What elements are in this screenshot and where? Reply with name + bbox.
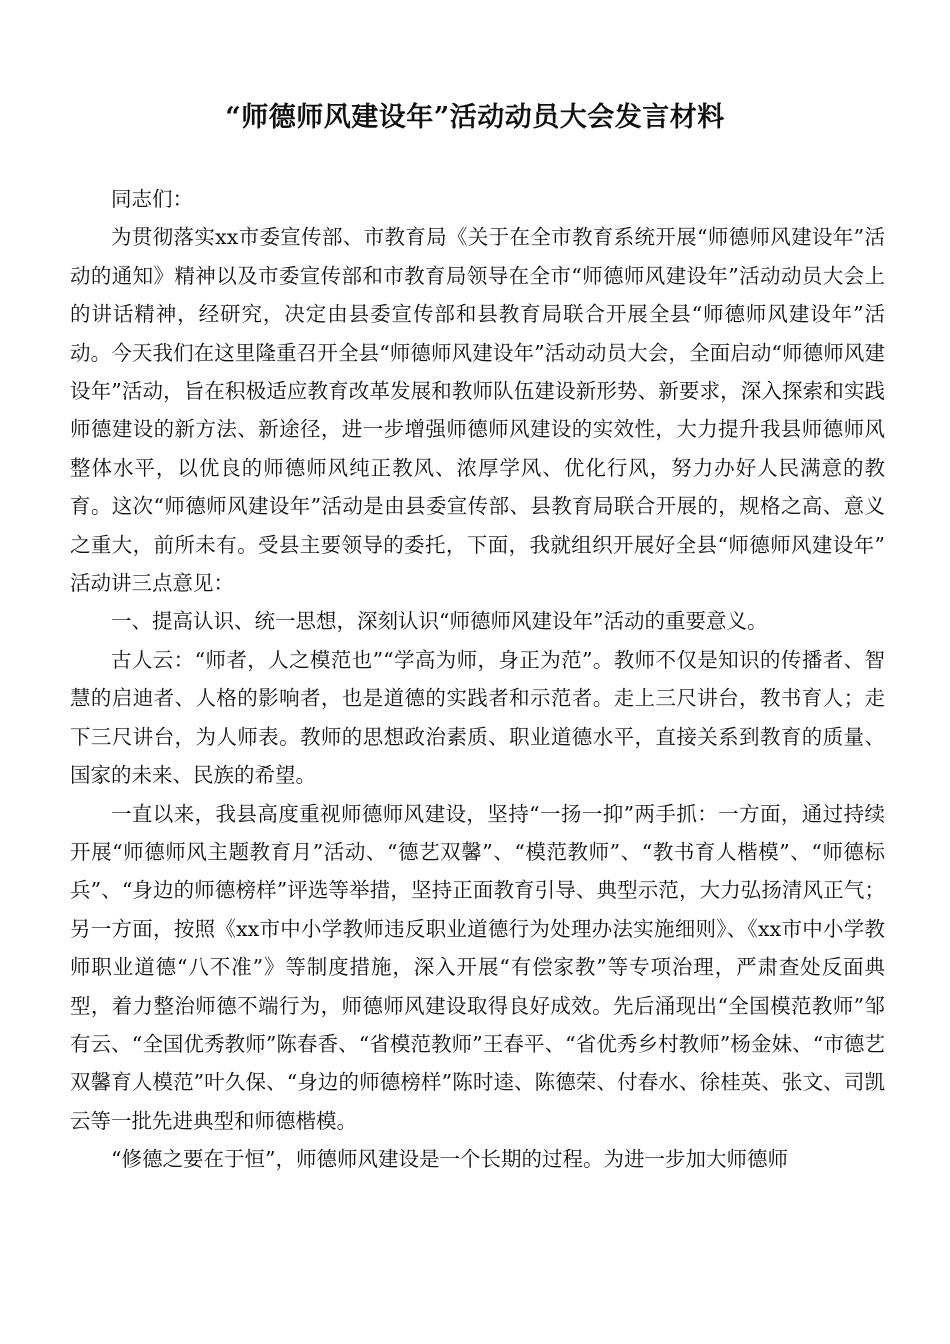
- document-body: [70, 180, 885, 1179]
- document-title: “师德师风建设年”活动动员大会发言材料: [225, 102, 725, 133]
- paragraph-quote: 古人云：“师者，人之模范也”“学高为师，身正为范”。教师不仅是知识的传播者、智慧的启迪者、人格的影响者，也是道德的实践者和示范者。走上三尺讲台，教书育人；走下三尺讲台，为人师表。教师的思想政治素质、职业道德水平，直接关系到教育的质量、国家的未来、民族的希望。: [70, 647, 885, 788]
- paragraph-achievements: 一直以来，我县高度重视师德师风建设，坚持“一扬一抑”两手抓：一方面，通过持续开展“师德师风主题教育月”活动、“德艺双馨”、“模范教师”、“教书育人楷模”、“师德标兵”、“身边的师德榜样”评选等举措，坚持正面教育引导、典型示范，大力弘扬清风正气；另一方面，按照《xx市中小学教师违反职业道德行为处理办法实施细则》、《xx市中小学教师职业道德“八不准”》等制度措施，深入开展“有偿家教”等专项治理，严肃查处反面典型，着力整治师德不端行为，师德师风建设取得良好成效。先后涌现出“全国模范教师”邹有云、“全国优秀教师”陈春香、“省模范教师”王春平、“省优秀乡村教师”杨金妹、“市德艺双馨育人模范”叶久保、“身边的师德榜样”陈时逵、陈德荣、付春水、徐桂英、张文、司凯云等一批先进典型和师德楷模。: [70, 801, 885, 1133]
- salutation: 同志们：: [111, 187, 193, 211]
- paragraph-intro: 为贯彻落实xx市委宣传部、市教育局《关于在全市教育系统开展“师德师风建设年”活动的通知》精神以及市委宣传部和市教育局领导在全市“师德师风建设年”活动动员大会上的讲话精神，经研究，决定由县委宣传部和县教育局联合开展全县“师德师风建设年”活动。今天我们在这里隆重召开全县“师德师风建设年”活动动员大会，全面启动“师德师风建设年”活动，旨在积极适应教育改革发展和教师队伍建设新形势、新要求，深入探索和实践师德建设的新方法、新途径，进一步增强师德师风建设的实效性，大力提升我县师德师风整体水平，以优良的师德师风纯正教风、浓厚学风、优化行风，努力办好人民满意的教育。这次“师德师风建设年”活动是由县委宣传部、县教育局联合开展的，规格之高、意义之重大，前所未有。受县主要领导的委托，下面，我就组织开展好全县“师德师风建设年” 活动讲三点意见：: [70, 225, 885, 596]
- section-heading-1: 一、提高认识、统一思想，深刻认识“师德师风建设年”活动的重要意义。: [111, 609, 768, 634]
- paragraph-continuation: “修德之要在于恒”，师德师风建设是一个长期的过程。为进一步加大师德师: [111, 1147, 788, 1172]
